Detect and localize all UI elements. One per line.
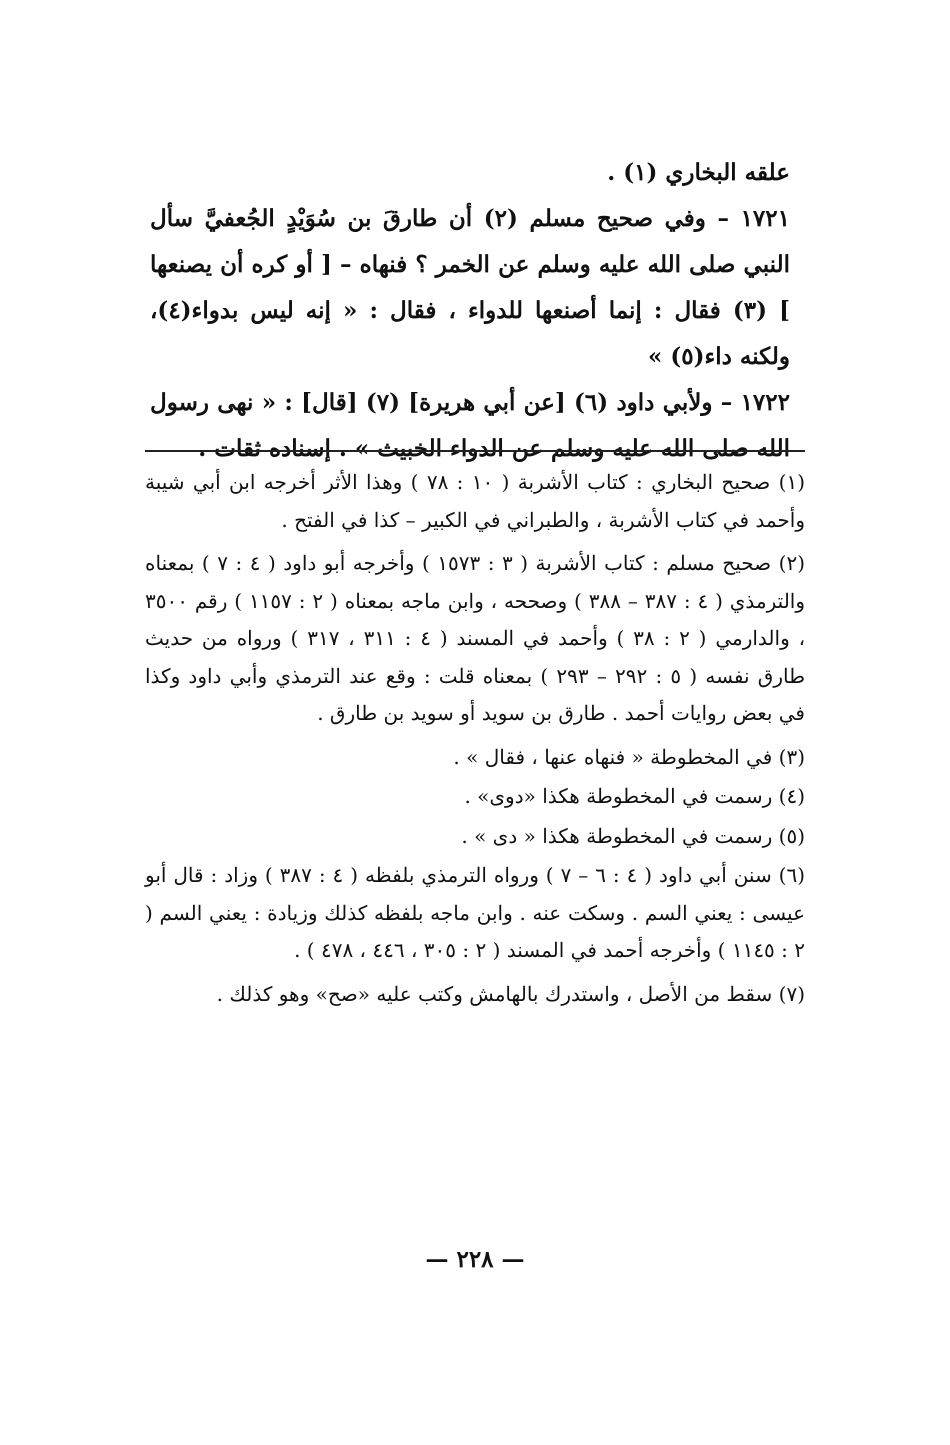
- page-number: — ٢٢٨ —: [425, 1246, 525, 1273]
- hadith-1722: ١٧٢٢ – ولأبي داود (٦) [عن أبي هريرة] (٧) [قال] : « نهى رسول الله صلى الله عليه وسلم عن الدواء الخبيث » . إسناده ثقات .: [150, 389, 790, 462]
- main-line-1: علقه البخاري (١) .: [607, 159, 790, 186]
- footnote-4: (٤) رسمت في المخطوطة هكذا «دوى» .: [464, 784, 805, 808]
- footnote-6: (٦) سنن أبي داود ( ٤ : ٦ – ٧ ) ورواه الترمذي بلفظه ( ٤ : ٣٨٧ ) وزاد : قال أبو عيسى : يعني السم . وسكت عنه . وابن ماجه بلفظه كذلك وزيادة : يعني السم ( ٢ : ١١٤٥ ) وأخرجه أحمد في المسند ( ٢ : ٣٠٥ ، ٤٤٦ ، ٤٧٨ ) .: [145, 863, 806, 962]
- footnote-7: (٧) سقط من الأصل ، واستدرك بالهامش وكتب عليه «صح» وهو كذلك .: [216, 981, 805, 1006]
- footnote-1: (١) صحيح البخاري : كتاب الأشربة ( ١٠ : ٧٨ ) وهذا الأثر أخرجه ابن أبي شيبة وأحمد في كتاب الأشربة ، والطبراني في الكبير – كذا في الفتح .: [145, 470, 805, 532]
- footnote-3: (٣) في المخطوطة « فنهاه عنها ، فقال » .: [453, 744, 805, 769]
- footnotes: [145, 464, 805, 1019]
- footnote-2: (٢) صحيح مسلم : كتاب الأشربة ( ٣ : ١٥٧٣ ) وأخرجه أبو داود ( ٤ : ٧ ) بمعناه والترمذي ( ٤ : ٣٨٧ – ٣٨٨ ) وصححه ، وابن ماجه بمعناه ( ٢ : ١١٥٧ ) رقم ٣٥٠٠ ، والدارمي ( ٢ : ٣٨ ) وأحمد في المسند ( ٤ : ٣١١ ، ٣١٧ ) ورواه من حديث طارق نفسه ( ٥ : ٢٩٢ – ٢٩٣ ) بمعناه قلت : وقع عند الترمذي وأبي داود وكذا في بعض روايات أحمد . طارق بن سويد أو سويد بن طارق .: [145, 551, 806, 725]
- main-text: [150, 150, 790, 472]
- footnote-divider: [145, 450, 805, 452]
- footnote-5: (٥) رسمت في المخطوطة هكذا « دى » .: [461, 823, 805, 848]
- hadith-1721: ١٧٢١ – وفي صحيح مسلم (٢) أن طارقَ بن سُوَيْدٍ الجُعفيَّ سأل النبي صلى الله عليه وسلم عن الخمر ؟ فنهاه – [ أو كره أن يصنعها ] (٣) فقال : إنما أصنعها للدواء ، فقال : « إنه ليس بدواء(٤)، ولكنه داء(٥) »: [150, 205, 790, 370]
